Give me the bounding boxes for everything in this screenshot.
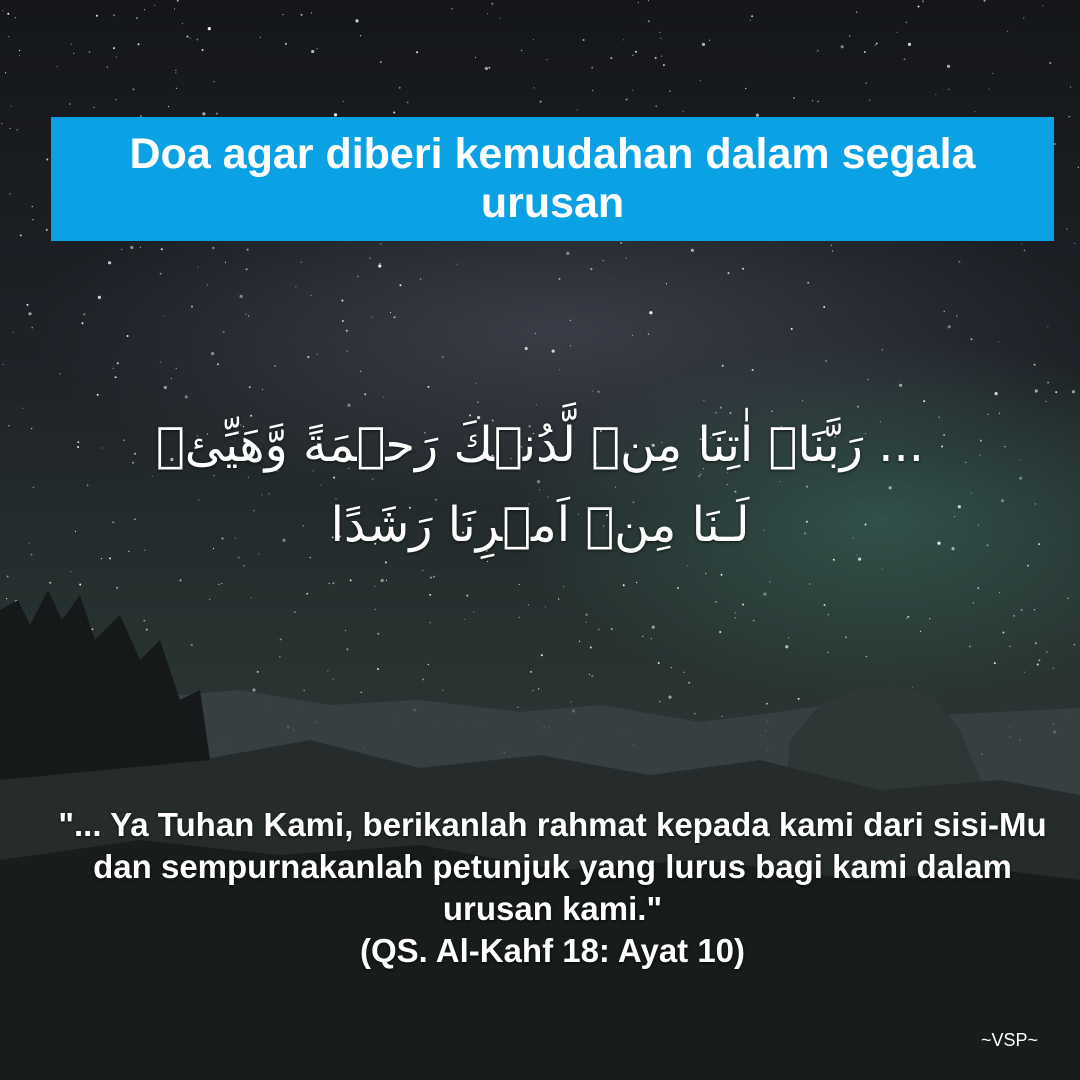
title-text: Doa agar diberi kemudahan dalam segala urusan xyxy=(129,130,976,227)
tree-silhouettes xyxy=(0,590,210,780)
translation-line-1: "... Ya Tuhan Kami, berikanlah rahmat kepada kami dari sisi-Mu xyxy=(58,806,1047,843)
author-signature: ~VSP~ xyxy=(980,1030,1038,1050)
translation-line-2: dan sempurnakanlah petunjuk yang lurus bagi kami dalam xyxy=(93,848,1012,885)
translation-block xyxy=(30,804,1075,972)
verse-reference: (QS. Al-Kahf 18: Ayat 10) xyxy=(359,932,746,969)
arabic-verse xyxy=(90,405,990,565)
title-banner xyxy=(51,117,1054,241)
arabic-line-1: ... رَبَّنَاۤ اٰتِنَا مِنۡ لَّدُنۡكَ رَحۡمَةً وَّهَيِّئۡ xyxy=(156,417,924,473)
arabic-line-2: لَـنَا مِنۡ اَمۡرِنَا رَشَدًا xyxy=(330,497,750,553)
translation-line-3: urusan kami." xyxy=(442,890,663,927)
